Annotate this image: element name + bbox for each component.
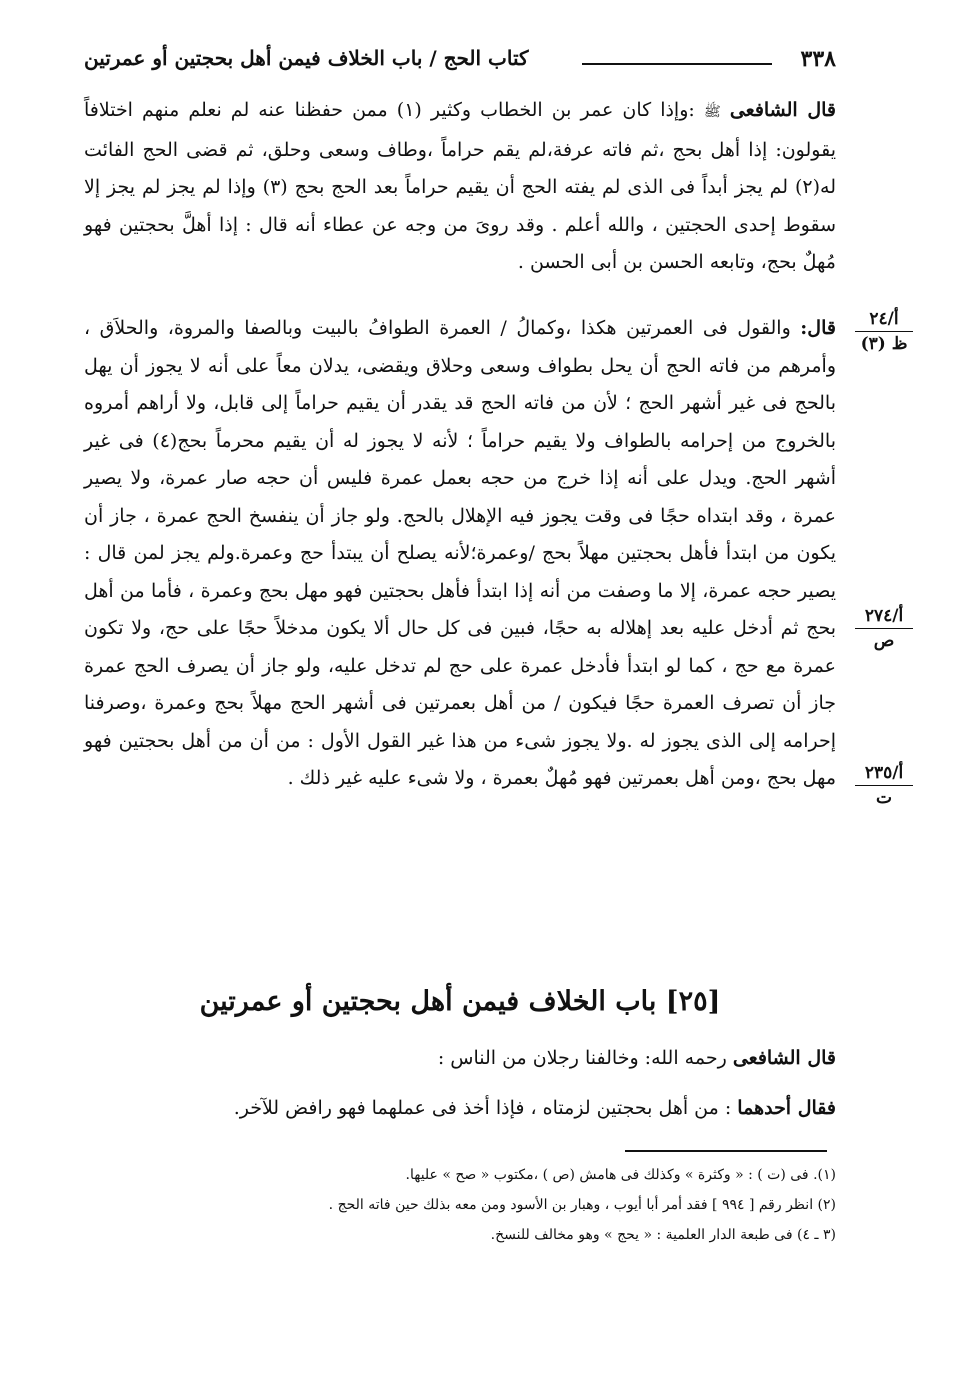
paragraph-text: رحمه الله: وخالفنا رجلان من الناس : [437, 1047, 727, 1069]
manuscript-folio-note [849, 762, 919, 809]
footnotes [84, 1160, 836, 1250]
honorific-glyph: ﷺ [703, 104, 721, 120]
running-title: كتاب الحج / باب الخلاف فيمن أهل بحجتين أو عمرتين [84, 46, 529, 70]
paragraph-text: : من أهل بحجتين لزمتاه ، فإذا أخذ فى عملهما فهو رافض للآخر. [233, 1097, 732, 1119]
footnote-1: (١). فى (ت ) : « وكثرة » وكذلك فى هامش (ص ) ،مكتوب « صح » عليها. [405, 1167, 836, 1183]
manuscript-folio-note [849, 308, 919, 355]
paragraph-2 [84, 310, 836, 798]
manuscript-siglum: ت [875, 788, 892, 808]
folio-number: أ/٢٧٤ [864, 606, 904, 626]
speaker-label: فقال أحدهما [737, 1097, 836, 1119]
paragraph-text: والقول فى العمرتين هكذا ،وكمالُ / العمرة الطوافُ بالبيت وبالصفا والمروة، والحلاَق ، وأمرهم من فاته الحج أن يحل بطواف وسعى وحلاق ويقضى، يدلان معاً على أنه لا يجوز أن يهل بالحج فى غير أشهر الحج ؛ لأن من فاته الحج قد يقدر أن يقيم حراماً إلى قابل، ولا أراهم أمروه بالخروج من إحرامه بالطواف ولا يقيم حراماً ؛ لأنه لا يجوز له أن يقيم محرماً بحج(٤) فى غير أشهر الحج. ويدل على أنه إذا خرج من حجه بعمل عمرة فليس أن حجه صار عمرة، ولا يصير عمرة ، وقد ابتداه حجًا فى وقت يجوز فيه الإهلال بالحج. ولو جاز أن ينفسخ الحج عمرة ، جاز أن يكون من ابتدأ فأهل بحجتين مهلاً بحج /وعمرة؛لأنه يصلح أن يبتدأ حج وعمرة.ولم يجز لمن قال : يصير حجه عمرة، إلا ما وصفت من أنه إذا ابتدأ فأهل بحجتين فهو مهل بحج وعمرة ، فأما من أهل بحج ثم أدخل عليه بعد إهلاله به حجًا، فبين فى كل حال ألا يكون مدخلاً حجًا على حج، ولا تكون عمرة مع حج ، كما لو ابتدأ فأدخل عمرة على حج لم تدخل عليه، ولو جاز أن يصرف الحج عمرة جاز أن تصرف العمرة حجًا فيكون / من أهل بعمرتين فى أشهر الحج مهلاً بحج وعمرة ،وصرفنا إحرامه إلى الذى يجوز له .ولا يجوز شىء من هذا غير القول الأول : من أن من أهل بحجتين فهو مهل بحج ،ومن أهل بعمرتين فهو مُهلٌ بعمرة ، ولا شىء عليه غير ذلك . [84, 317, 836, 789]
speaker-label: قال الشافعى [732, 1047, 836, 1069]
speaker-label: قال الشافعى [729, 99, 836, 121]
manuscript-folio-note [849, 605, 919, 652]
folio-divider [855, 628, 913, 629]
footnote-3-4: (٣ ـ ٤) فى طبعة الدار العلمية : « يحج » وهو مخالف للنسخ. [490, 1227, 836, 1243]
manuscript-siglum: ص [873, 631, 895, 651]
header-rule [582, 63, 772, 65]
footnote-2: (٢) انظر رقم [ ٩٩٤ ] فقد أمر أبا أيوب ، وهبار بن الأسود ومن معه بذلك حين فاته الحج . [328, 1197, 836, 1213]
folio-number: أ/٢٣٥ [864, 763, 904, 783]
folio-divider [855, 331, 913, 332]
paragraph-3 [84, 1040, 836, 1078]
footnote-separator [625, 1150, 827, 1152]
page-header [84, 46, 836, 80]
speaker-label: قال: [800, 317, 836, 339]
folio-divider [855, 785, 913, 786]
page-number: ٣٣٨ [800, 46, 836, 72]
paragraph-1 [84, 92, 836, 282]
paragraph-text: :وإذا كان عمر بن الخطاب وكثير (١) ممن حفظنا عنه لم نعلم منهم اختلافاً يقولون: إذا أهل بحج ،ثم فاته عرفة،لم يقم حراماً ،وطاف وسعى وحلق، ثم قضى الحج الفائت له(٢) لم يجز أبداً فى الذى لم يفته الحج أن يقيم حراماً بعد الحج بحج (٣) وإذا لم يجز لم يجز إلا سقوط إحدى الحجتين ، والله أعلم . وقد روىَ من وجه عن عطاء أنه قال : إذا أهلَّ بحجتين فهو مُهلٌ بحج، وتابعه الحسن بن أبى الحسن . [84, 99, 836, 273]
section-heading: [٢٥] باب الخلاف فيمن أهل بحجتين أو عمرتين [199, 986, 721, 1017]
manuscript-siglum: ظ (٣) [860, 334, 908, 354]
paragraph-4 [84, 1090, 836, 1128]
folio-number: أ/٢٤ [869, 309, 899, 329]
